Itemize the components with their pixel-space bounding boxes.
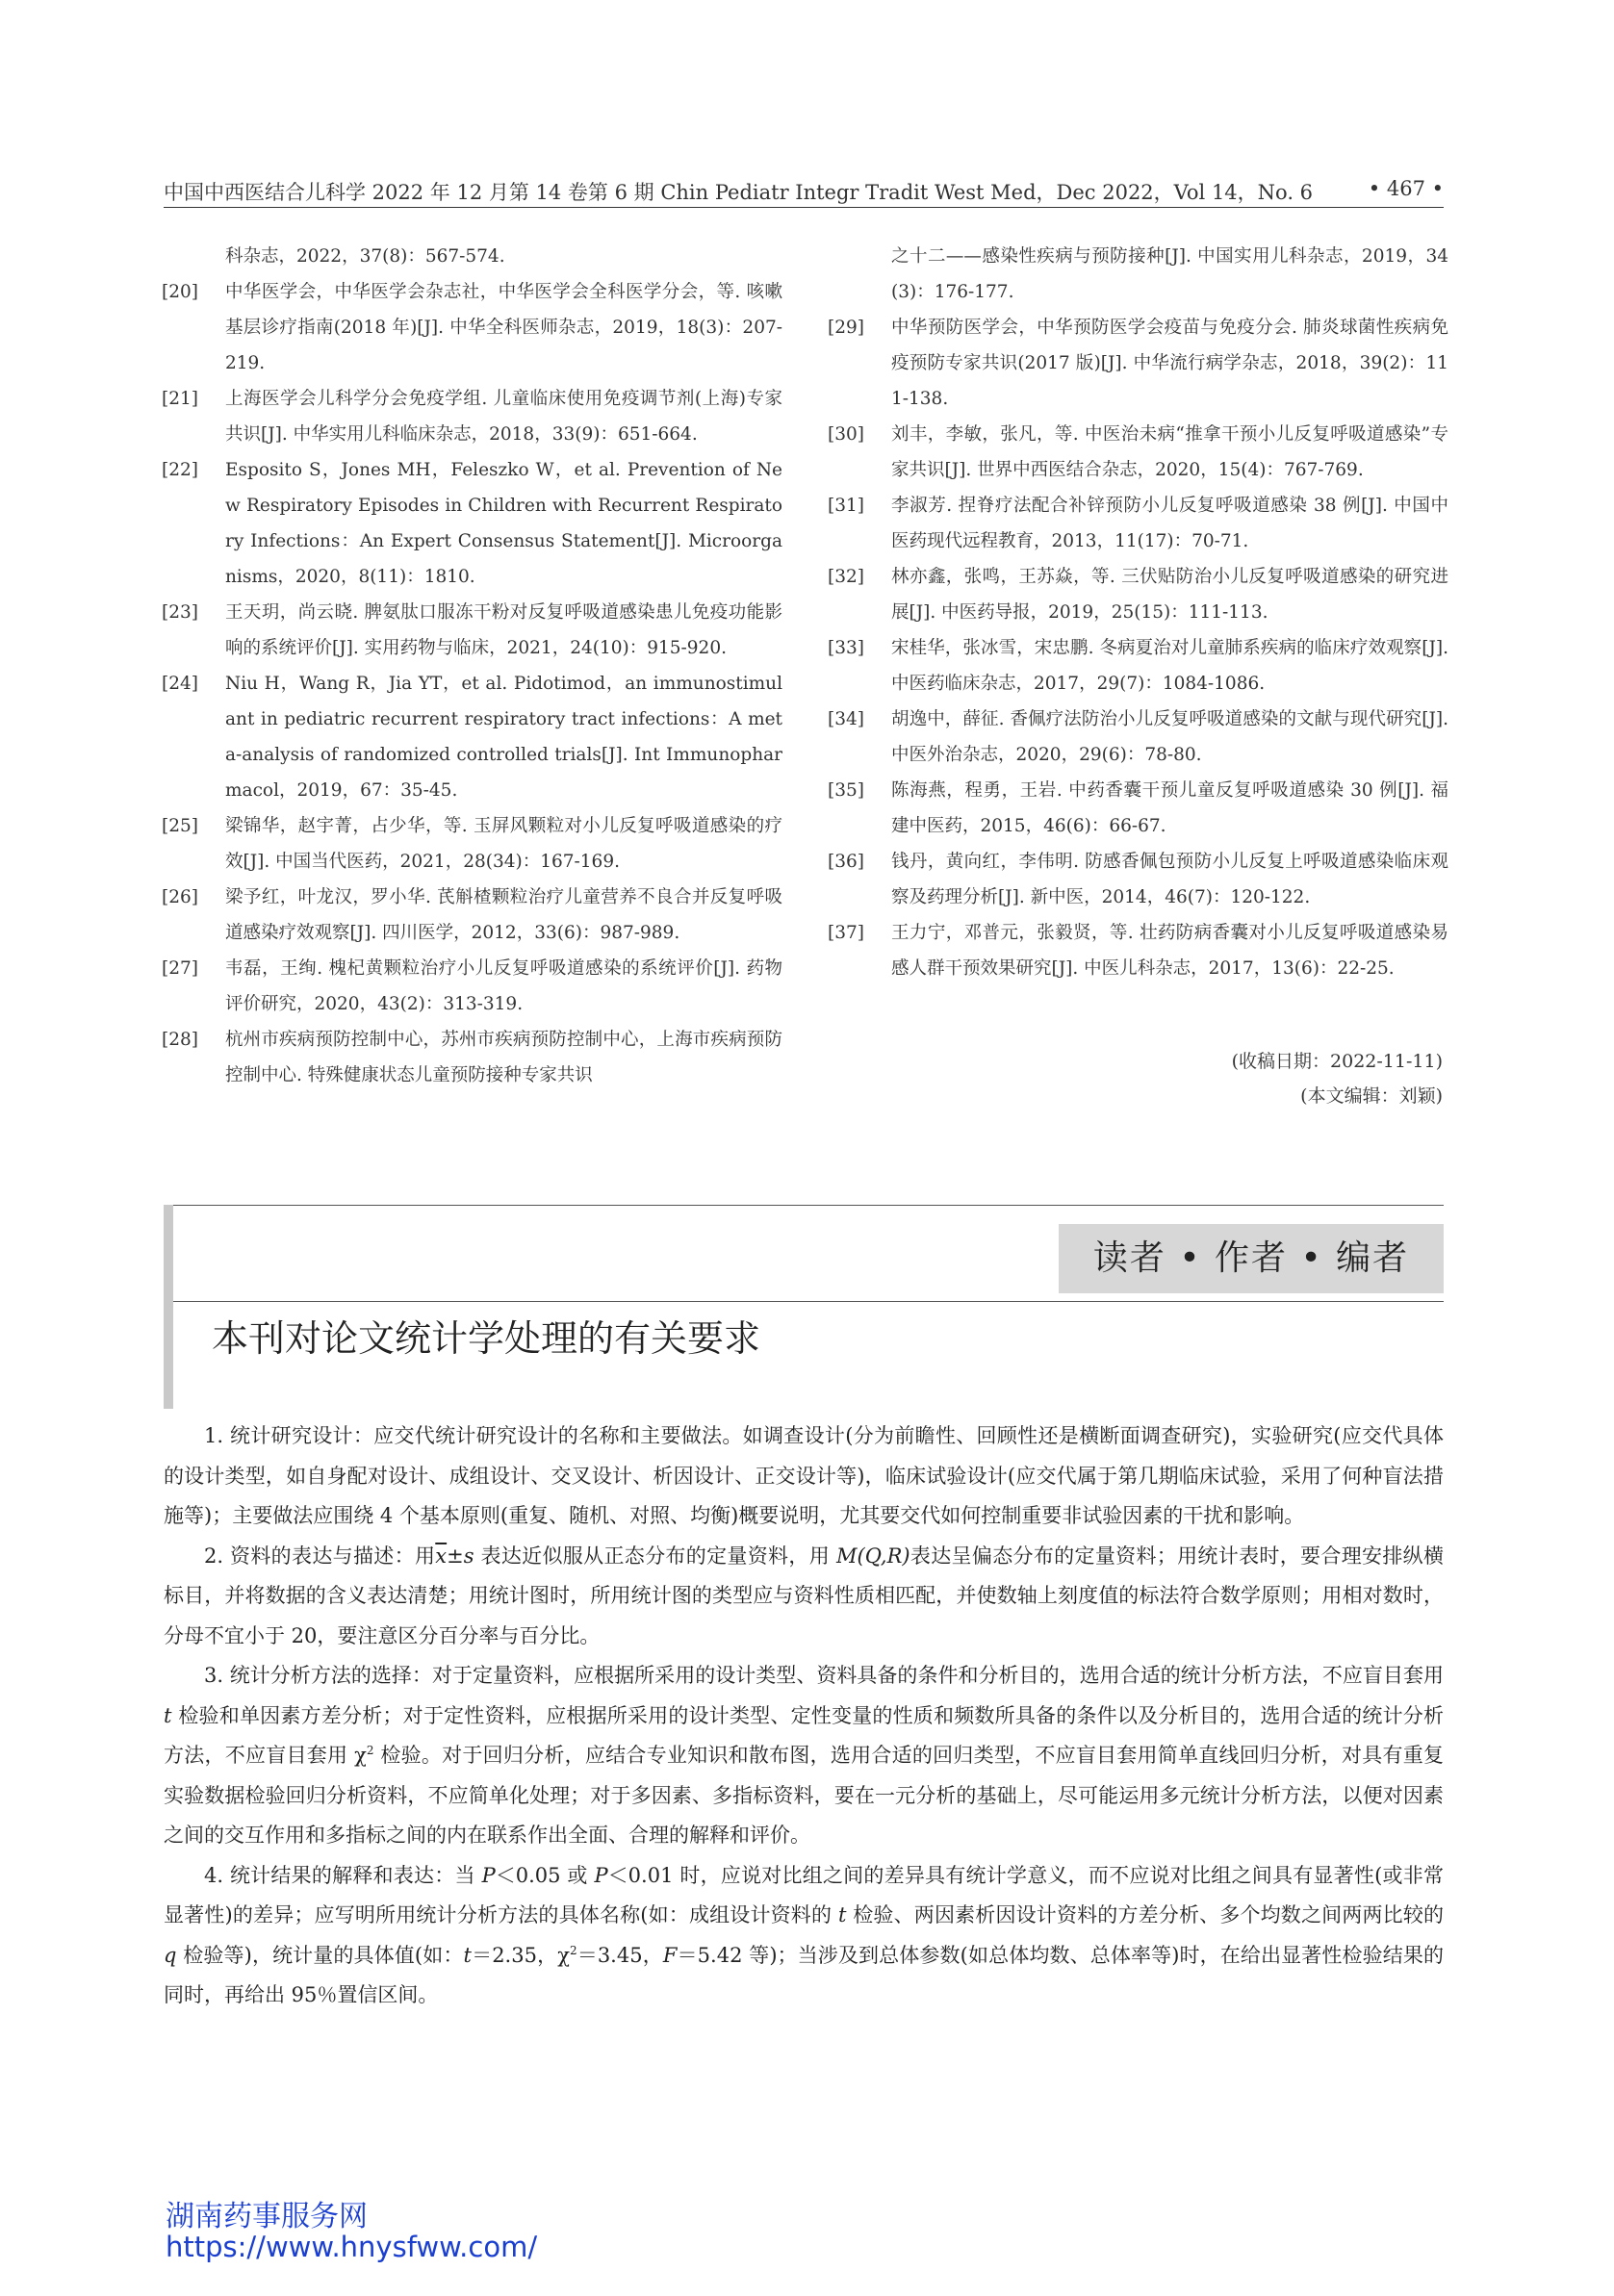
reference-item: [21] 上海医学会儿科学分会免疫学组. 儿童临床使用免疫调节剂(上海)专家共识[J]. 中华实用儿科临床杂志，2018，33(9)：651-664. (162, 389, 782, 445)
editor-credit: (本文编辑：刘颖) (1300, 1085, 1443, 1107)
reference-item: [37] 王力宁，邓普元，张毅贤，等. 壮药防病香囊对小儿反复呼吸道感染易感人群干预效果研究[J]. 中医儿科杂志，2017，13(6)：22-25. (828, 923, 1448, 979)
page-number: • 467 • (1368, 177, 1444, 200)
reference-item: [35] 陈海燕，程勇，王岩. 中药香囊干预儿童反复呼吸道感染 30 例[J]. 福建中医药，2015，46(6)：66-67. (828, 780, 1448, 836)
reference-item: [30] 刘丰，李敏，张凡，等. 中医治未病“推拿干预小儿反复呼吸道感染”专家共识[J]. 世界中西医结合杂志，2020，15(4)：767-769. (828, 424, 1448, 480)
paragraph-2: 2. 资料的表达与描述：用$\overline{x}\pm s$ 表达近似服从正态分布的定量资料，用 M(Q,R)表达呈偏态分布的定量资料；用统计表时，要合理安排纵横标目，并将数据的含义表达清楚；用统计图时，所用统计图的类型应与资料性质相匹配，并使数轴上刻度值的标法符合数学原则；用相对数时，分母不宜小于 20，要注意区分百分率与百分比。 (164, 1543, 1444, 1647)
reference-item: [23] 王天玥，尚云晓. 脾氨肽口服冻干粉对反复呼吸道感染患儿免疫功能影响的系统评价[J]. 实用药物与临床，2021，24(10)：915-920. (162, 602, 782, 658)
journal-citation: 中国中西医结合儿科学 2022 年 12 月第 14 卷第 6 期 Chin Pediatr Integr Tradit West Med，Dec 2022，Vol 14，No. 6 (164, 181, 1314, 204)
watermark-url[interactable]: https://www.hnysfww.com/ (166, 2231, 538, 2263)
reference-item: [36] 钱丹，黄向红，李伟明. 防感香佩包预防小儿反复上呼吸道感染临床观察及药理分析[J]. 新中医，2014，46(7)：120-122. (828, 852, 1448, 907)
reference-item: [31] 李淑芳. 捏脊疗法配合补锌预防小儿反复呼吸道感染 38 例[J]. 中国中医药现代远程教育，2013，11(17)：70-71. (828, 496, 1448, 551)
section-rule (173, 1301, 1444, 1302)
references-left-column (162, 239, 782, 1093)
paragraph-1: 1. 统计研究设计：应交代统计研究设计的名称和主要做法。如调查设计(分为前瞻性、回顾性还是横断面调查研究)，实验研究(应交代具体的设计类型，如自身配对设计、成组设计、交叉设计、析因设计、正交设计等)，临床试验设计(应交代属于第几期临床试验，采用了何种盲法措施等)；主要做法应围绕 4 个基本原则(重复、随机、对照、均衡)概要说明，尤其要交代如何控制重要非试验因素的干扰和影响。 (164, 1424, 1444, 1527)
reference-item: [27] 韦磊，王绚. 槐杞黄颗粒治疗小儿反复呼吸道感染的系统评价[J]. 药物评价研究，2020，43(2)：313-319. (162, 958, 782, 1014)
section-accent-bar (164, 1205, 173, 1409)
running-header (164, 173, 1444, 206)
section-header (164, 1205, 1444, 1409)
reference-item: [28] 杭州市疾病预防控制中心，苏州市疾病预防控制中心，上海市疾病预防控制中心. 特殊健康状态儿童预防接种专家共识 (162, 1030, 782, 1085)
section-top-rule (173, 1205, 1444, 1206)
watermark-site-name: 湖南药事服务网 (166, 2200, 368, 2233)
reference-item: [20] 中华医学会，中华医学会杂志社，中华医学会全科医学分会，等. 咳嗽基层诊疗指南(2018 年)[J]. 中华全科医师杂志，2019，18(3)：207-219. (162, 282, 782, 373)
reference-item: [24] Niu H，Wang R，Jia YT，et al. Pidotimod，an immunostimulant in pediatric recurrent respiratory tract infections：A meta-analysis of randomized controlled trials[J]. Int Immunopharmacol，2019，67：35-45. (162, 674, 782, 801)
reference-item: 科杂志，2022，37(8)：567-574. (225, 246, 505, 267)
column-banner: 读者 • 作者 • 编者 (1059, 1224, 1444, 1293)
reference-item: 之十二——感染性疾病与预防接种[J]. 中国实用儿科杂志，2019，34(3)：176-177. (891, 246, 1448, 302)
reference-item: [26] 梁予红，叶龙汉，罗小华. 芪斛楂颗粒治疗儿童营养不良合并反复呼吸道感染疗效观察[J]. 四川医学，2012，33(6)：987-989. (162, 887, 782, 943)
paragraph-4: 4. 统计结果的解释和表达：当 P＜0.05 或 P＜0.01 时，应说对比组之间的差异具有统计学意义，而不应说对比组之间具有显著性(或非常显著性)的差异；应写明所用统计分析方法的具体名称(如：成组设计资料的 t 检验、两因素析因设计资料的方差分析、多个均数之间两两比较的 q 检验等)，统计量的具体值(如：t＝2.35，$\chi^2=3.45$，F＝5.42 等)；当涉及到总体参数(如总体均数、总体率等)时，在给出显著性检验结果的同时，再给出 95％置信区间。 (164, 1863, 1445, 2006)
reference-item: [34] 胡逸中，薛征. 香佩疗法防治小儿反复呼吸道感染的文献与现代研究[J]. 中医外治杂志，2020，29(6)：78-80. (828, 709, 1448, 765)
references-right-column (828, 239, 1448, 986)
reference-item: [33] 宋桂华，张冰雪，宋忠鹏. 冬病夏治对儿童肺系疾病的临床疗效观察[J]. 中医药临床杂志，2017，29(7)：1084-1086. (828, 638, 1448, 694)
received-date: (收稿日期：2022-11-11) (1231, 1051, 1443, 1072)
article-body (164, 1416, 1444, 2016)
reference-item: [32] 林亦鑫，张鸣，王苏焱，等. 三伏贴防治小儿反复呼吸道感染的研究进展[J]. 中医药导报，2019，25(15)：111-113. (828, 567, 1448, 623)
header-rule (164, 207, 1444, 208)
reference-item: [22] Esposito S，Jones MH，Feleszko W，et al. Prevention of New Respiratory Episodes in Children with Recurrent Respiratory Infections：An Expert Consensus Statement[J]. Microorganisms，2020，8(11)：1810. (162, 460, 782, 587)
article-title: 本刊对论文统计学处理的有关要求 (212, 1317, 761, 1360)
reference-item: [25] 梁锦华，赵宇菁，占少华，等. 玉屏风颗粒对小儿反复呼吸道感染的疗效[J]. 中国当代医药，2021，28(34)：167-169. (162, 816, 782, 872)
paragraph-3: 3. 统计分析方法的选择：对于定量资料，应根据所采用的设计类型、资料具备的条件和分析目的，选用合适的统计分析方法，不应盲目套用 t 检验和单因素方差分析；对于定性资料，应根据所采用的设计类型、定性变量的性质和频数所具备的条件以及分析目的，选用合适的统计分析方法，不应盲目套用 $\chi^2$ 检验。对于回归分析，应结合专业知识和散布图，选用合适的回归类型，不应盲目套用简单直线回归分析，对具有重复实验数据检验回归分析资料，不应简单化处理；对于多因素、多指标资料，要在一元分析的基础上，尽可能运用多元统计分析方法，以便对因素之间的交互作用和多指标之间的内在联系作出全面、合理的解释和评价。 (164, 1664, 1445, 1847)
reference-item: [29] 中华预防医学会，中华预防医学会疫苗与免疫分会. 肺炎球菌性疾病免疫预防专家共识(2017 版)[J]. 中华流行病学杂志，2018，39(2)：111-138. (828, 318, 1448, 409)
